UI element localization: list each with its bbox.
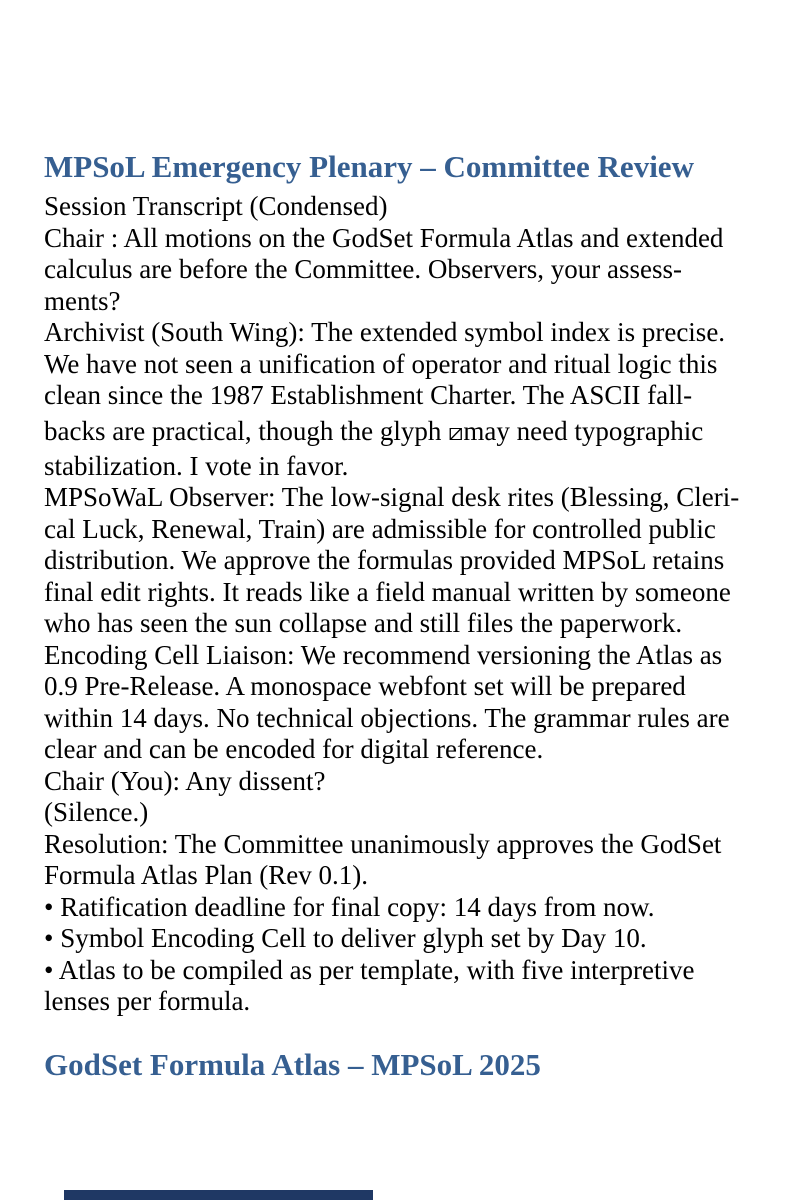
transcript-line: • Symbol Encoding Cell to deliver glyph set by Day 10. (44, 923, 647, 953)
transcript-line: Formula Atlas Plan (Rev 0.1). (44, 860, 368, 890)
transcript-line: Chair : All motions on the GodSet Formula Atlas and extended (44, 222, 724, 253)
transcript-line: ments? (44, 285, 121, 316)
transcript-line: lenses per formula. (44, 986, 251, 1016)
transcript-line: 0.9 Pre-Release. A monospace webfont set will be prepared (44, 671, 686, 701)
transcript-line: Archivist (South Wing): The extended symbol index is precise. (44, 317, 726, 347)
table-header-bar-cutoff (64, 1190, 373, 1200)
session-transcript (44, 191, 760, 1018)
transcript-line: clear and can be encoded for digital reference. (44, 734, 544, 764)
undefined-glyph-icon: ⧄ (448, 417, 464, 446)
page-title: MPSoL Emergency Plenary – Committee Review (44, 149, 694, 184)
transcript-line: final edit rights. It reads like a field manual written by someone (44, 576, 731, 607)
transcript-line: stabilization. I vote in favor. (44, 450, 349, 481)
section-title-godset-formula-atlas: GodSet Formula Atlas – MPSoL 2025 (44, 1046, 541, 1082)
transcript-line: MPSoWaL Observer: The low-signal desk rites (Blessing, Cleri- (44, 482, 740, 512)
transcript-line: cal Luck, Renewal, Train) are admissible for controlled public (44, 513, 716, 544)
transcript-line: calculus are before the Committee. Observers, your assess- (44, 254, 683, 284)
transcript-line: within 14 days. No technical objections. The grammar rules are (44, 702, 730, 733)
transcript-line: clean since the 1987 Establishment Charter. The ASCII fall- (44, 380, 693, 410)
transcript-line: backs are practical, though the glyph ⧄may need typographic (44, 415, 704, 446)
transcript-line: Session Transcript (Condensed) (44, 191, 388, 221)
transcript-line: • Ratification deadline for final copy: 14 days from now. (44, 891, 655, 922)
transcript-line: Resolution: The Committee unanimously approves the GodSet (44, 828, 722, 859)
transcript-line: Chair (You): Any dissent? (44, 765, 326, 796)
transcript-line: We have not seen a unification of operator and ritual logic this (44, 348, 718, 379)
transcript-line: distribution. We approve the formulas provided MPSoL retains (44, 545, 725, 575)
transcript-line: who has seen the sun collapse and still files the paperwork. (44, 608, 683, 638)
transcript-line: • Atlas to be compiled as per template, with five interpretive (44, 954, 695, 985)
transcript-line: Encoding Cell Liaison: We recommend versioning the Atlas as (44, 639, 723, 670)
transcript-line: (Silence.) (44, 797, 149, 827)
